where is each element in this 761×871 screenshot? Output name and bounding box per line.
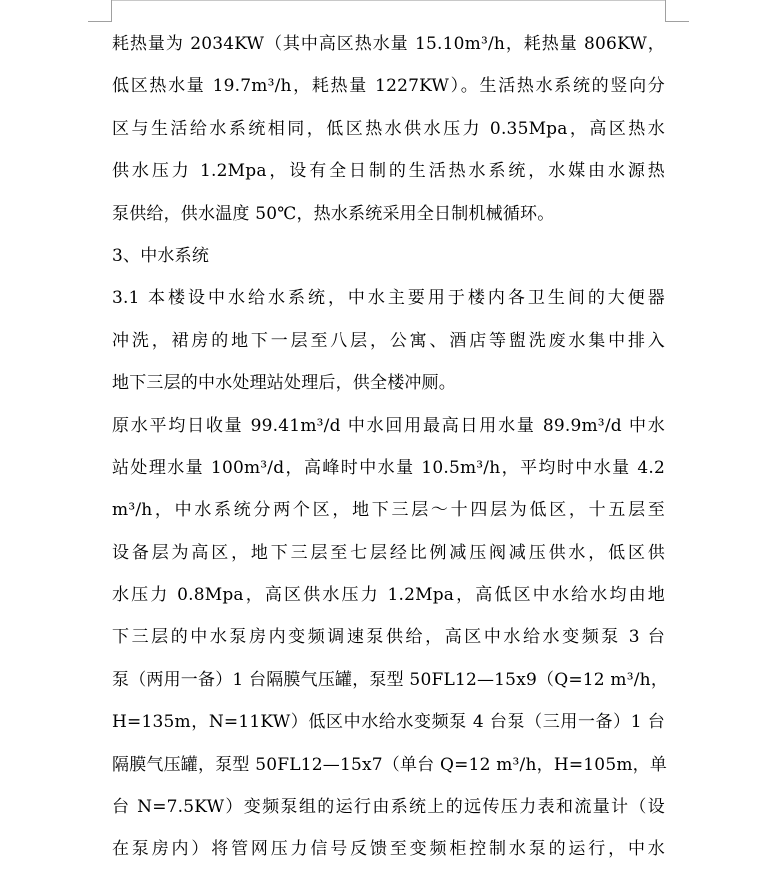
text-line: 冲洗，裙房的地下一层至八层，公寓、酒店等盥洗废水集中排入 <box>112 330 665 351</box>
text-line: H=135m，N=11KW）低区中水给水变频泵 4 台泵（三用一备）1 台 <box>112 712 665 733</box>
text-line: 水压力 0.8Mpa，高区供水压力 1.2Mpa，高低区中水给水均由地 <box>112 585 665 606</box>
text-line: 3、中水系统 <box>112 245 210 266</box>
crop-mark-left-horizontal <box>88 21 112 22</box>
text-line: 下三层的中水泵房内变频调速泵供给，高区中水给水变频泵 3 台 <box>112 627 665 648</box>
crop-mark-right-horizontal <box>665 21 689 22</box>
text-line: 原水平均日收量 99.41m³/d 中水回用最高日用水量 89.9m³/d 中水 <box>112 415 665 436</box>
text-line: m³/h，中水系统分两个区，地下三层～十四层为低区，十五层至 <box>112 500 665 521</box>
text-line: 低区热水量 19.7m³/h，耗热量 1227KW）。生活热水系统的竖向分 <box>112 76 665 97</box>
text-line: 耗热量为 2034KW（其中高区热水量 15.10m³/h，耗热量 806KW， <box>112 34 665 54</box>
crop-mark-left-vertical <box>111 0 112 22</box>
text-line: 隔膜气压罐，泵型 50FL12—15x7（单台 Q=12 m³/h，H=105m，单 <box>112 754 668 775</box>
text-line: 设备层为高区，地下三层至七层经比例减压阀减压供水，低区供 <box>112 542 665 563</box>
document-body <box>112 23 672 871</box>
text-line: 泵供给，供水温度 50℃，热水系统采用全日制机械循环。 <box>112 203 555 224</box>
text-line: 在泵房内）将管网压力信号反馈至变频柜控制水泵的运行，中水 <box>112 839 665 860</box>
text-line: 泵（两用一备）1 台隔膜气压罐，泵型 50FL12—15x9（Q=12 m³/h， <box>112 669 669 690</box>
page-top-edge <box>112 0 665 1</box>
crop-mark-right-vertical <box>665 0 666 22</box>
text-line: 地下三层的中水处理站处理后，供全楼冲厕。 <box>112 373 456 394</box>
text-line: 台 N=7.5KW）变频泵组的运行由系统上的远传压力表和流量计（设 <box>112 797 665 818</box>
text-line: 供水压力 1.2Mpa，设有全日制的生活热水系统，水媒由水源热 <box>112 161 665 182</box>
text-line: 区与生活给水系统相同，低区热水供水压力 0.35Mpa，高区热水 <box>112 118 665 139</box>
text-line: 站处理水量 100m³/d，高峰时中水量 10.5m³/h，平均时中水量 4.2 <box>112 457 665 478</box>
text-line: 3.1 本楼设中水给水系统，中水主要用于楼内各卫生间的大便器 <box>112 288 665 309</box>
